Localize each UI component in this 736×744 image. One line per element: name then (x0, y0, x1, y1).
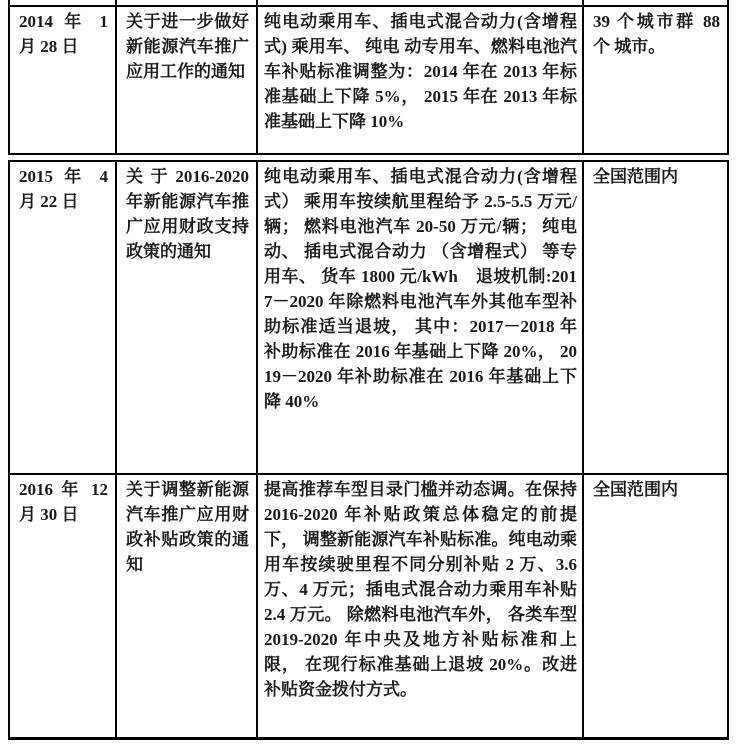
table-row (8, 475, 729, 737)
policy-title-cell: 关于进一步做好新能源汽车推广应用工作的通知 (115, 7, 256, 153)
table-cell-stub (8, 0, 115, 5)
table-row (8, 7, 729, 153)
table-cell-stub (115, 0, 256, 5)
scope-cell: 全国范围内 (582, 475, 729, 737)
date-cell: 2016 年 12 月 30 日 (8, 475, 115, 737)
table-cell-stub (582, 0, 729, 5)
policy-title-cell: 关于调整新能源汽车推广应用财政补贴政策的通知 (115, 475, 256, 737)
table-row-cropped-top (8, 0, 729, 5)
scope-cell: 全国范围内 (582, 162, 729, 473)
date-cell: 2015 年 4 月 22 日 (8, 162, 115, 473)
policy-content-cell: 提高推荐车型目录门槛并动态调。在保持 2016-2020 年补贴政策总体稳定的前提下， 调整新能源汽车补贴标准。纯电动乘用车按续驶里程不同分别补贴 2 万、3.6 万、4 万元；插电式混合动力乘用车补贴 2.4 万元。 除燃料电池汽车外， 各类车型 2019-2020 年中央及地方补贴标准和上限， 在现行标准基础上退坡 20%。改进补贴资金拨付方式。 (256, 475, 582, 737)
policy-table (8, 0, 729, 740)
table-segment-1 (8, 5, 729, 155)
table-segment-2 (8, 160, 729, 740)
table-row (8, 162, 729, 475)
policy-content-cell: 纯电动乘用车、插电式混合动力(含增程式） 乘用车按续航里程给予 2.5-5.5 万元/辆； 燃料电池汽车 20-50 万元/辆； 纯电动、 插电式混合动力 （含增程式） 等专用车、 货车 1800 元/kWh 退坡机制:2017－2020 年除燃料电池汽车外其他车型补助标准适当退坡， 其中：2017－2018 年补助标准在 2016 年基础上下降 20%， 2019－2020 年补助标准在 2016 年基础上下降 40% (256, 162, 582, 473)
table-cell-stub (256, 0, 582, 5)
date-cell: 2014 年 1 月 28 日 (8, 7, 115, 153)
policy-content-cell: 纯电动乘用车、插电式混合动力(含增程式) 乘用车、 纯电 动专用车、燃料电池汽车补贴标准调整为：2014 年在 2013 年标准基础上下降 5%， 2015 年在 2013 年标准基础上下降 10% (256, 7, 582, 153)
policy-title-cell: 关 于 2016-2020 年新能源汽车推广应用财政支持政策的通知 (115, 162, 256, 473)
scope-cell: 39 个城市群 88 个 城市。 (582, 7, 729, 153)
